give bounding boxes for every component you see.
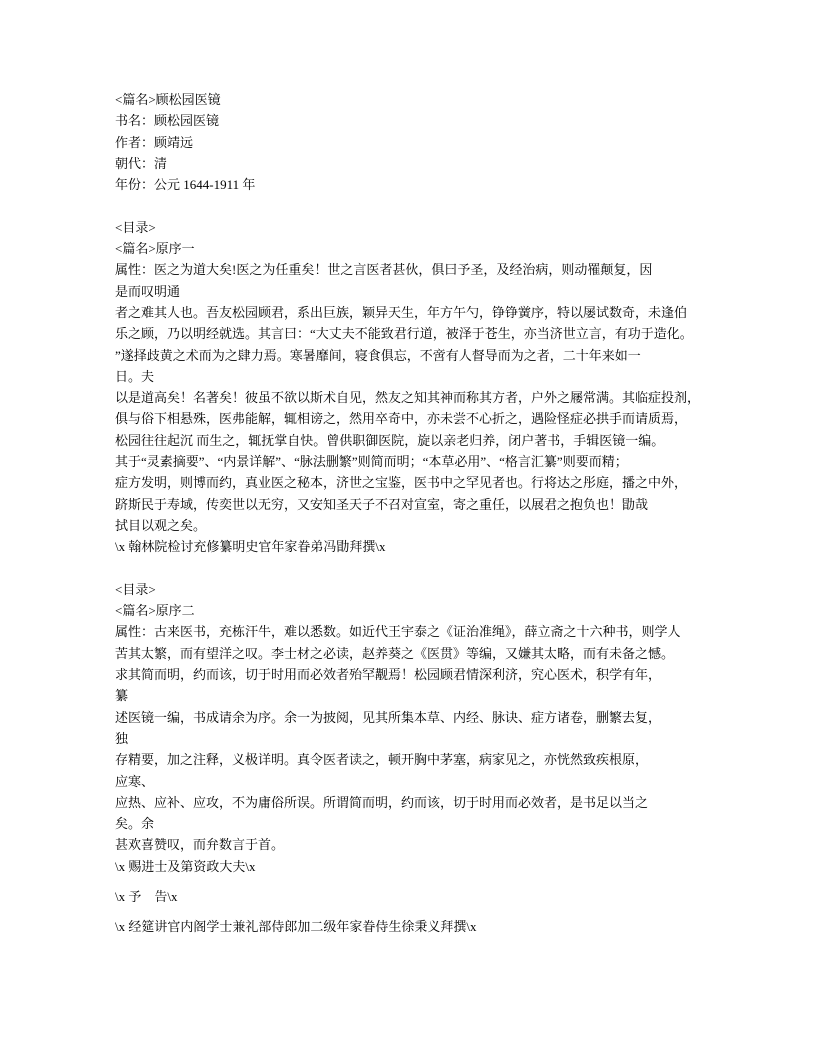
- text-line: 存精要，加之注释，义极详明。真令医者读之，顿开胸中茅塞，病家见之，亦恍然致疾根原，: [115, 752, 649, 768]
- text-line: 属性：医之为道大矣!医之为任重矣！世之言医者甚伙，俱曰予圣，及经治病，则动罹颠复，因: [115, 262, 653, 278]
- toc-marker: <目录>: [115, 581, 156, 597]
- text-line: 日。夫: [115, 368, 155, 384]
- text-line: 作者：顾靖远: [115, 134, 194, 150]
- text-line: 乐之顾，乃以明经就选。其言曰：“大丈夫不能致君行道，被泽于苍生，亦当济世立言，有功于造化。: [115, 326, 693, 342]
- document-header: [115, 89, 730, 195]
- blank-line: [115, 195, 730, 216]
- text-line: 朝代：清: [115, 155, 168, 171]
- text-line: 松园往往起沉 而生之，辄抚掌自快。曾供职御医院，旋以亲老归养，闭户著书，手辑医镜一编。: [115, 432, 665, 448]
- text-line: ”遂择歧黄之术而为之肆力焉。寒暑靡间，寝食俱忘，不啻有人督导而为之者，二十年来如一: [115, 347, 641, 363]
- text-line: 独: [115, 730, 129, 746]
- text-line: 跻斯民于寿域，传奕世以无穷，又安知圣天子不召对宣室，寄之重任，以展君之抱负也！勖哉: [115, 496, 649, 512]
- section-title: <篇名>原序二: [115, 603, 195, 619]
- section-preface-two: [115, 579, 730, 938]
- text-line: \x 翰林院检讨充修纂明史官年家眷弟冯勖拜撰\x: [115, 539, 386, 555]
- section-title: <篇名>原序一: [115, 241, 195, 257]
- toc-marker: <目录>: [115, 219, 156, 235]
- text-line: 述医镜一编，书成请余为序。余一为披阅，见其所集本草、内经、脉诀、症方诸卷，删繁去复，: [115, 709, 662, 725]
- text-line: 症方发明，则博而约，真业医之秘本，济世之宝鉴，医书中之罕见者也。行将达之彤庭，播之中外，: [115, 475, 688, 491]
- text-line: \x 赐进士及第资政大夫\x: [115, 858, 256, 874]
- text-line: 拭目以观之矣。: [115, 517, 207, 533]
- text-line: 应热、应补、应攻，不为庸俗所误。所谓简而明，约而该，切于时用而必效者，是书足以当之: [115, 794, 649, 810]
- text-line: 求其简而明，约而该，切于时用而必效者殆罕觏焉！松园顾君情深利济，究心医术，积学有年，: [115, 667, 662, 683]
- section-preface-one: [115, 217, 730, 558]
- text-line: <篇名>顾松园医镜: [115, 92, 221, 107]
- text-line: 书名：顾松园医镜: [115, 113, 220, 129]
- text-line: 应寒、: [115, 773, 155, 789]
- text-line: 属性：古来医书，充栋汗牛，难以悉数。如近代王宇泰之《证治准绳》，薛立斋之十六种书，则学人: [115, 624, 681, 640]
- text-line: 者之难其人也。吾友松园顾君，系出巨族，颖异天生，年方午勺，铮铮黉序，特以屡试数奇，未逢伯: [115, 304, 688, 320]
- text-line: 甚欢喜赞叹，而弁数言于首。: [115, 837, 285, 853]
- section-signature: [115, 536, 730, 557]
- text-line: 是而叹明通: [115, 283, 181, 299]
- text-line: 纂: [115, 688, 129, 704]
- text-line: 其于“灵素摘要”、“内景详解”、“脉法删繁”则简而明；“本草必用”、“格言汇纂”则要而精；: [115, 454, 628, 470]
- blank-line: [115, 558, 730, 579]
- text-line: 以是道高矣！名著矣！彼虽不欲以斯术自见，然友之知其神而称其方者，户外之屦常满。其临症投剂，: [115, 390, 701, 406]
- text-line: 矣。余: [115, 816, 155, 832]
- section-body: [115, 621, 730, 855]
- text-line: 年份：公元 1644-1911 年: [115, 177, 256, 193]
- text-line: \x 经筵讲官内阁学士兼礼部侍郎加二级年家眷侍生徐秉义拜撰\x: [115, 919, 477, 935]
- text-line: 苦其太繁，而有望洋之叹。李士材之必读，赵养葵之《医贯》等编，又嫌其太略，而有未备之憾。: [115, 645, 675, 661]
- section-body: [115, 259, 730, 536]
- section-signature: [115, 856, 730, 938]
- text-line: 俱与俗下相悬殊，医弗能解，辄相谤之，然用卒奇中，亦未尝不心折之，遇险怪症必拱手而请质焉，: [115, 411, 688, 427]
- text-line: \x 予 告\x: [115, 888, 178, 904]
